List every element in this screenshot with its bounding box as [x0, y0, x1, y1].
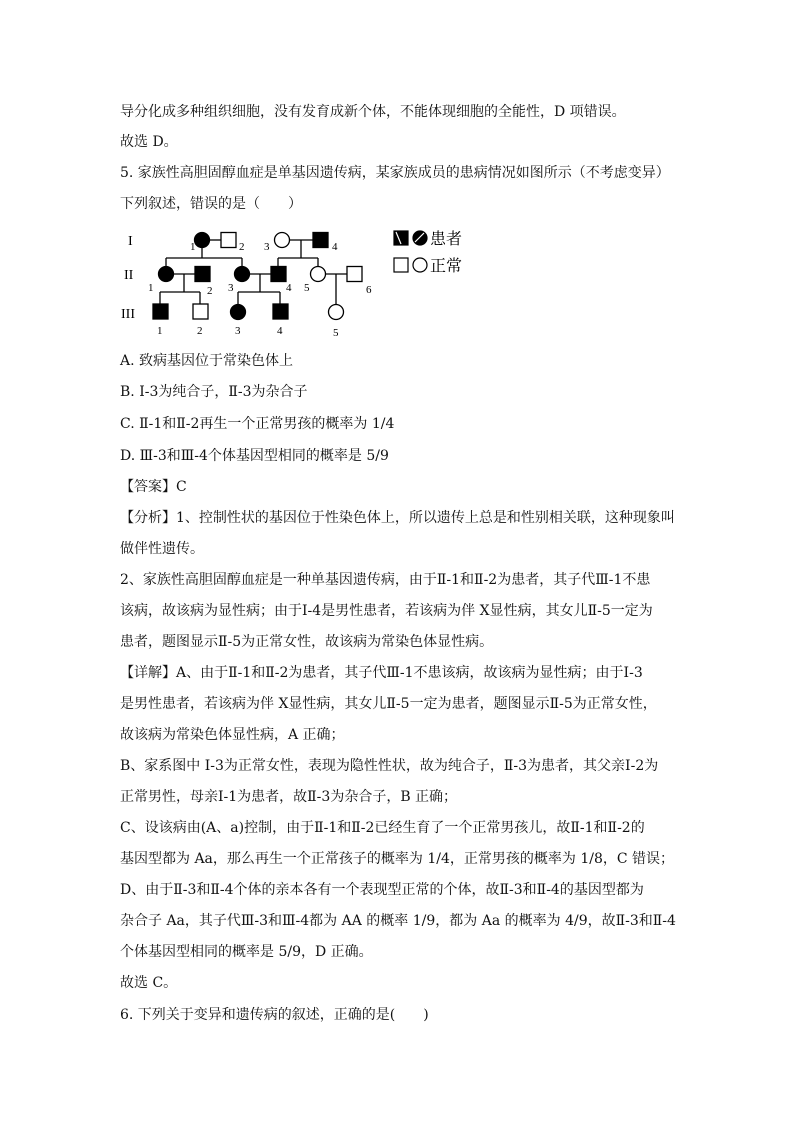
individual-number: 2 — [239, 241, 245, 253]
individual-number: 4 — [277, 325, 283, 337]
individual-number: 4 — [332, 241, 338, 253]
individual-number: 1 — [148, 282, 154, 294]
individual-III-5 — [329, 305, 344, 320]
question-5-stem-cont: 下列叙述，错误的是（ ） — [120, 196, 302, 212]
analysis-line: 患者，题图显示Ⅱ-5为正常女性，故该病为常染色体显性病。 — [120, 634, 494, 650]
detail-line: B、家系图中 I-3为正常女性，表现为隐性性状，故为纯合子，Ⅱ-3为患者，其父亲Ⅰ-2为 — [120, 758, 659, 774]
analysis-line: 做伴性遗传。 — [120, 541, 204, 557]
individual-II-4 — [271, 267, 286, 282]
individual-number: 1 — [157, 325, 163, 337]
detail-line: 杂合子 Aa，其子代Ⅲ-3和Ⅲ-4都为 AA 的概率 1/9，都为 Aa 的概率为 4/9，故Ⅱ-3和Ⅱ-4 — [120, 913, 676, 929]
individual-I-3 — [275, 233, 290, 248]
detail-line: 个体基因型相同的概率是 5/9，D 正确。 — [120, 944, 373, 960]
detail-line: 正常男性，母亲Ⅰ-1为患者，故Ⅱ-3为杂合子，B 正确； — [120, 789, 458, 805]
option-a: A. 致病基因位于常染色体上 — [120, 353, 294, 369]
option-d: D. Ⅲ-3和Ⅲ-4个体基因型相同的概率是 5/9 — [120, 448, 389, 464]
generation-label: I — [128, 234, 133, 249]
detail-line: 是男性患者，若该病为伴 X显性病，其女儿Ⅱ-5一定为患者，题图显示Ⅱ-5为正常女性， — [120, 696, 657, 712]
normal-female-icon — [413, 258, 427, 272]
normal-male-icon — [394, 258, 408, 272]
individual-II-5 — [311, 267, 326, 282]
individual-III-3 — [231, 305, 246, 320]
individual-I-4 — [313, 233, 328, 248]
detail-line: D、由于Ⅱ-3和Ⅱ-4个体的亲本各有一个表现型正常的个体，故Ⅱ-3和Ⅱ-4的基因型都为 — [120, 882, 644, 898]
legend-normal-label: 正常 — [430, 258, 463, 275]
option-c: C. Ⅱ-1和Ⅱ-2再生一个正常男孩的概率为 1/4 — [120, 416, 395, 432]
text-line: 故选 D。 — [120, 134, 178, 150]
detail-line: 【详解】A、由于Ⅱ-1和Ⅱ-2为患者，其子代Ⅲ-1不患该病，故该病为显性病；由于Ⅰ-3 — [120, 665, 643, 681]
option-b: B. I-3为纯合子，Ⅱ-3为杂合子 — [120, 384, 308, 400]
question-6-stem: 6. 下列关于变异和遗传病的叙述，正确的是( ) — [120, 1007, 429, 1023]
pedigree-legend — [394, 230, 462, 275]
affected-female-icon — [413, 231, 427, 245]
individual-number: 6 — [366, 284, 372, 296]
individual-number: 3 — [235, 325, 241, 337]
analysis-line: 该病，故该病为显性病；由于Ⅰ-4是男性患者，若该病为伴 X显性病，其女儿Ⅱ-5一定为 — [120, 603, 653, 619]
individual-II-2 — [195, 267, 210, 282]
text-line: 导分化成多种组织细胞，没有发育成新个体，不能体现细胞的全能性，D 项错误。 — [120, 104, 626, 120]
individual-III-1 — [153, 304, 168, 319]
individual-II-3 — [235, 267, 250, 282]
generation-label: III — [121, 307, 135, 322]
detail-line: 基因型都为 Aa，那么再生一个正常孩子的概率为 1/4，正常男孩的概率为 1/8，C 错误； — [120, 851, 675, 867]
detail-line: 故该病为常染色体显性病，A 正确； — [120, 727, 345, 743]
legend-affected-label: 患者 — [430, 231, 463, 248]
answer: 【答案】C — [120, 479, 187, 495]
individual-II-6 — [347, 267, 362, 282]
individual-I-2 — [221, 233, 236, 248]
pedigree-diagram — [118, 224, 490, 342]
generation-label: II — [124, 268, 134, 283]
detail-line: C、设该病由(A、a)控制，由于Ⅱ-1和Ⅱ-2已经生育了一个正常男孩儿，故Ⅱ-1和Ⅱ-2的 — [120, 820, 645, 836]
individual-number: 2 — [207, 285, 213, 297]
individual-number: 2 — [197, 325, 203, 337]
conclusion: 故选 C。 — [120, 975, 178, 991]
question-5-stem: 5. 家族性高胆固醇血症是单基因遗传病，某家族成员的患病情况如图所示（不考虑变异） — [120, 165, 670, 181]
individual-number: 1 — [190, 241, 196, 253]
individual-II-1 — [159, 267, 174, 282]
individual-number: 5 — [304, 282, 310, 294]
individual-III-2 — [193, 304, 208, 319]
analysis-line: 2、家族性高胆固醇血症是一种单基因遗传病，由于Ⅱ-1和Ⅱ-2为患者，其子代Ⅲ-1不患 — [120, 572, 651, 588]
individual-number: 3 — [264, 241, 270, 253]
individual-number: 5 — [333, 327, 339, 339]
individual-III-4 — [273, 304, 288, 319]
individual-number: 3 — [228, 282, 234, 294]
analysis-line: 【分析】1、控制性状的基因位于性染色体上，所以遗传上总是和性别相关联，这种现象叫 — [120, 510, 675, 526]
individual-number: 4 — [286, 282, 292, 294]
individual-I-1 — [195, 233, 210, 248]
